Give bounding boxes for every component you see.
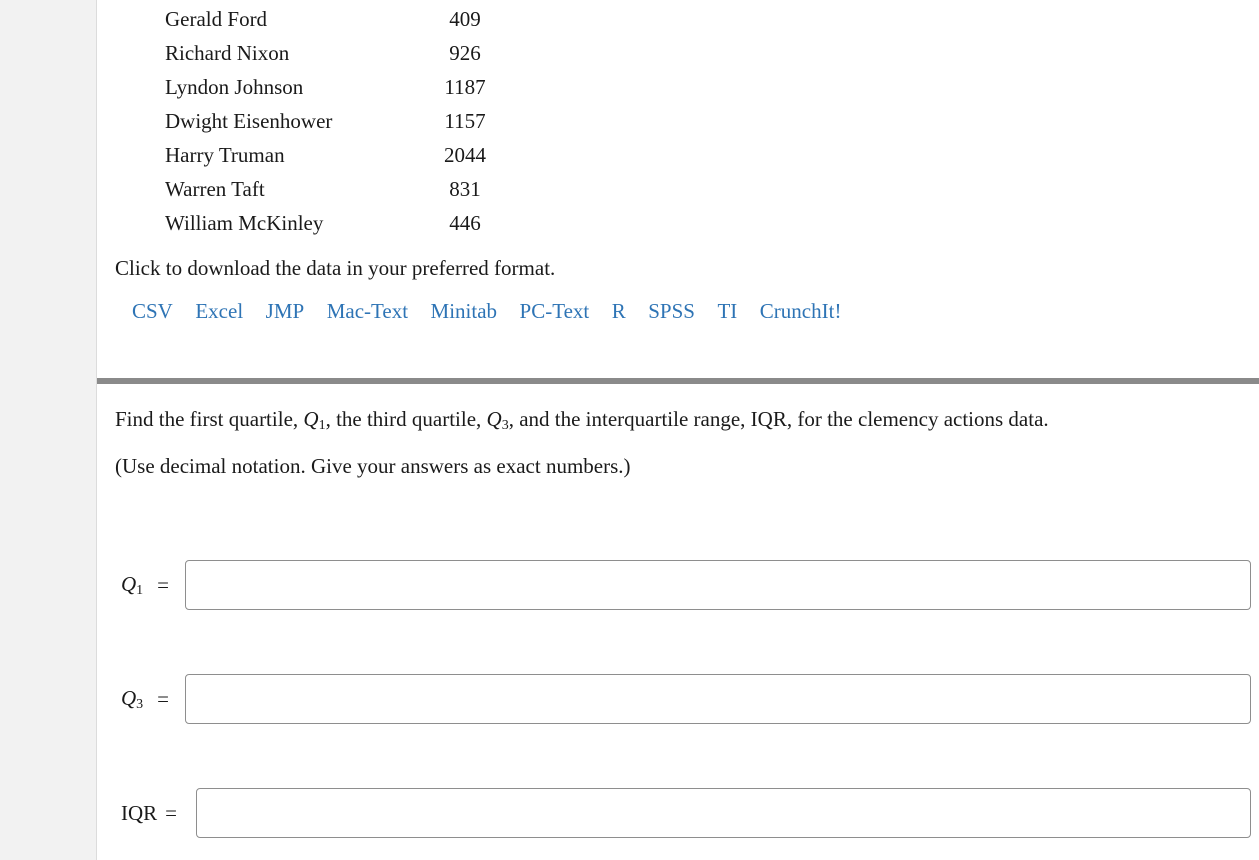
equals-sign: = bbox=[165, 800, 178, 825]
clemency-count: 926 bbox=[449, 41, 481, 65]
q3-label-symbol bbox=[121, 686, 143, 713]
president-name: William McKinley bbox=[165, 211, 324, 235]
table-row bbox=[165, 206, 500, 240]
download-jmp-link[interactable]: JMP bbox=[265, 299, 305, 323]
download-pc-text-link[interactable]: PC-Text bbox=[519, 299, 590, 323]
download-prompt: Click to download the data in your preferred format. bbox=[115, 256, 556, 280]
question-part: , and the interquartile range, IQR, for the clemency actions data. bbox=[508, 407, 1049, 431]
question-part: , the third quartile, bbox=[325, 407, 487, 431]
q1-label-symbol bbox=[121, 572, 143, 599]
q1-answer-input[interactable] bbox=[185, 560, 1251, 610]
table-row bbox=[165, 104, 500, 138]
q1-answer-label bbox=[121, 572, 169, 599]
table-row bbox=[165, 172, 500, 206]
clemency-count: 2044 bbox=[444, 143, 486, 167]
download-spss-link[interactable]: SPSS bbox=[648, 299, 695, 323]
clemency-count: 446 bbox=[449, 211, 481, 235]
q3-answer-label bbox=[121, 686, 169, 713]
q1-letter: Q bbox=[303, 407, 319, 431]
q3-label-letter: Q bbox=[121, 685, 137, 710]
q1-label-subscript: 1 bbox=[136, 582, 144, 598]
iqr-label-text: IQR bbox=[121, 800, 158, 825]
table-row bbox=[165, 2, 500, 36]
clemency-count: 831 bbox=[449, 177, 481, 201]
president-name: Richard Nixon bbox=[165, 41, 290, 65]
download-csv-link[interactable]: CSV bbox=[132, 299, 173, 323]
q3-answer-row bbox=[121, 672, 1251, 726]
q1-symbol bbox=[303, 407, 325, 431]
equals-sign: = bbox=[157, 572, 170, 597]
table-row bbox=[165, 70, 500, 104]
q3-letter: Q bbox=[486, 407, 502, 431]
q1-answer-row bbox=[121, 558, 1251, 612]
equals-sign: = bbox=[157, 686, 170, 711]
table-row bbox=[165, 138, 500, 172]
download-mac-text-link[interactable]: Mac-Text bbox=[326, 299, 409, 323]
iqr-answer-row bbox=[121, 786, 1251, 840]
q3-subscript: 3 bbox=[501, 418, 509, 433]
clemency-count: 409 bbox=[449, 7, 481, 31]
section-divider bbox=[97, 378, 1259, 384]
president-name: Dwight Eisenhower bbox=[165, 109, 333, 133]
download-r-link[interactable]: R bbox=[611, 299, 626, 323]
download-format-links bbox=[132, 299, 864, 324]
clemency-count: 1187 bbox=[444, 75, 486, 99]
answer-format-note: (Use decimal notation. Give your answers as exact numbers.) bbox=[115, 454, 631, 478]
question-part: Find the first quartile, bbox=[115, 407, 304, 431]
q3-symbol bbox=[487, 407, 509, 431]
president-name: Lyndon Johnson bbox=[165, 75, 304, 99]
clemency-data-table bbox=[165, 2, 500, 240]
download-minitab-link[interactable]: Minitab bbox=[430, 299, 498, 323]
iqr-answer-label bbox=[121, 801, 177, 826]
president-name: Harry Truman bbox=[165, 143, 285, 167]
president-name: Gerald Ford bbox=[165, 7, 268, 31]
question-text bbox=[115, 407, 1049, 434]
table-row bbox=[165, 36, 500, 70]
q3-answer-input[interactable] bbox=[185, 674, 1251, 724]
main-content bbox=[97, 0, 1259, 860]
download-ti-link[interactable]: TI bbox=[717, 299, 738, 323]
iqr-answer-input[interactable] bbox=[196, 788, 1251, 838]
left-gutter bbox=[0, 0, 97, 860]
president-name: Warren Taft bbox=[165, 177, 265, 201]
q1-subscript: 1 bbox=[318, 418, 326, 433]
clemency-count: 1157 bbox=[444, 109, 486, 133]
download-crunchit-link[interactable]: CrunchIt! bbox=[759, 299, 842, 323]
q1-label-letter: Q bbox=[121, 571, 137, 596]
download-excel-link[interactable]: Excel bbox=[195, 299, 244, 323]
q3-label-subscript: 3 bbox=[136, 696, 144, 712]
